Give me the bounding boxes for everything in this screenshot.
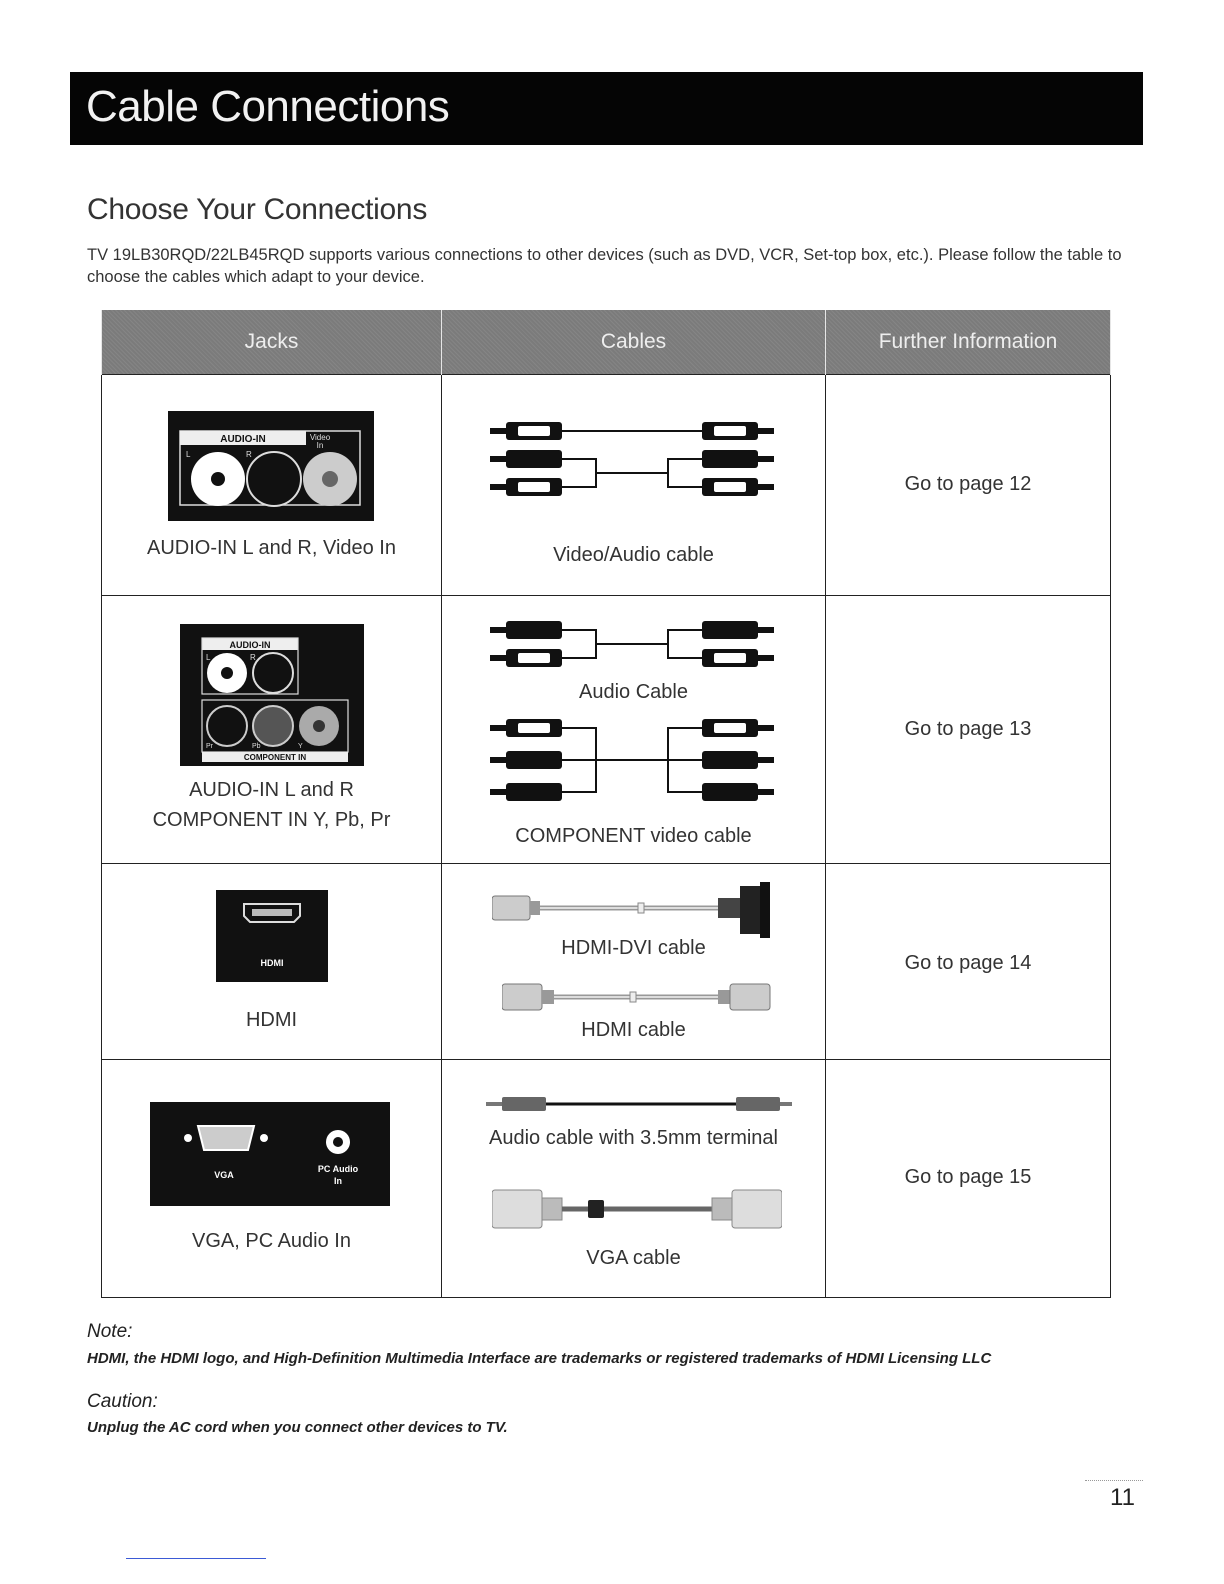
info-cell — [826, 864, 1111, 1060]
jack-cell — [102, 596, 442, 864]
audio-in-panel-label: AUDIO-IN — [220, 434, 266, 445]
table-row — [102, 596, 1111, 864]
svg-text:HDMI: HDMI — [260, 958, 284, 968]
audio-component-jack-panel — [180, 624, 364, 766]
vga-cable-label: VGA cable — [586, 1247, 681, 1269]
info-cell — [826, 375, 1111, 596]
svg-text:In: In — [316, 441, 324, 450]
page-number-rule — [1085, 1480, 1143, 1481]
section-title: Choose Your Connections — [87, 193, 428, 226]
svg-text:COMPONENT IN: COMPONENT IN — [243, 753, 307, 762]
jack-label: VGA, PC Audio In — [192, 1230, 351, 1252]
table-row — [102, 864, 1111, 1060]
svg-text:PC Audio: PC Audio — [317, 1164, 359, 1174]
vga-cable-image — [492, 1184, 782, 1234]
cable-cell — [442, 864, 826, 1060]
table-header-row — [102, 310, 1111, 375]
audio-cable-image — [486, 618, 786, 670]
intro-paragraph: TV 19LB30RQD/22LB45RQD supports various connections to other devices (such as DVD, VCR, Set-top box, etc.). Please follow the table to choose the cables which adapt to your device. — [87, 246, 1122, 286]
caution-text: Unplug the AC cord when you connect other devices to TV. — [87, 1419, 508, 1436]
caution-heading: Caution: — [87, 1391, 158, 1412]
go-to-page-link[interactable]: Go to page 15 — [904, 1166, 1032, 1188]
cable-label: Video/Audio cable — [553, 544, 714, 566]
video-audio-cable-image — [486, 417, 786, 517]
header-further-information: Further Information — [826, 310, 1111, 375]
audio-3-5mm-cable-label: Audio cable with 3.5mm terminal — [488, 1127, 778, 1149]
cable-cell — [442, 596, 826, 864]
table-row — [102, 375, 1111, 596]
svg-text:Y: Y — [298, 743, 303, 750]
audio-r-port-icon — [253, 653, 293, 693]
audio-video-jack-panel — [168, 411, 374, 521]
info-cell — [826, 1060, 1111, 1298]
component-cable-image — [486, 716, 786, 806]
jack-cell — [102, 375, 442, 596]
header-cables: Cables — [442, 310, 826, 375]
hdmi-cable-label: HDMI cable — [581, 1019, 686, 1041]
svg-text:VGA: VGA — [214, 1170, 234, 1180]
component-cable-label: COMPONENT video cable — [515, 825, 752, 847]
connections-table — [101, 310, 1111, 1298]
note-text: HDMI, the HDMI logo, and High-Definition Multimedia Interface are trademarks or registered trademarks of HDMI Licensing LLC — [87, 1350, 992, 1367]
hdmi-dvi-cable-label: HDMI-DVI cable — [561, 937, 706, 959]
jack-cell — [102, 1060, 442, 1298]
svg-text:Pr: Pr — [206, 743, 213, 750]
jack-label-component: COMPONENT IN Y, Pb, Pr — [152, 809, 391, 831]
page-title: Cable Connections — [86, 82, 450, 131]
hdmi-dvi-cable-image — [492, 882, 782, 942]
pb-port-icon — [253, 706, 293, 746]
svg-text:L: L — [206, 653, 211, 662]
svg-text:In: In — [334, 1176, 342, 1186]
header-jacks: Jacks — [102, 310, 442, 375]
audio-3-5mm-cable-image — [484, 1094, 794, 1114]
go-to-page-link[interactable]: Go to page 14 — [904, 952, 1032, 974]
audio-cable-label: Audio Cable — [579, 681, 688, 703]
svg-text:R: R — [246, 450, 252, 459]
audio-r-port-icon — [247, 452, 301, 506]
cable-cell — [442, 1060, 826, 1298]
jack-label-audio: AUDIO-IN L and R — [189, 779, 354, 801]
svg-text:L: L — [186, 450, 191, 459]
title-bar — [70, 72, 1143, 145]
page-number: 11 — [1110, 1484, 1135, 1511]
vga-port-icon — [198, 1126, 254, 1150]
pr-port-icon — [207, 706, 247, 746]
go-to-page-link[interactable]: Go to page 12 — [904, 473, 1032, 495]
cable-cell — [442, 375, 826, 596]
table-row — [102, 1060, 1111, 1298]
svg-text:AUDIO-IN: AUDIO-IN — [229, 640, 271, 650]
note-heading: Note: — [87, 1321, 133, 1342]
vga-pc-audio-jack-panel — [150, 1102, 390, 1206]
hdmi-cable-image — [502, 980, 772, 1014]
go-to-page-link[interactable]: Go to page 13 — [904, 718, 1032, 740]
info-cell — [826, 596, 1111, 864]
hdmi-jack-panel — [216, 890, 328, 982]
jack-cell — [102, 864, 442, 1060]
jack-label: AUDIO-IN L and R, Video In — [146, 537, 396, 559]
svg-text:Pb: Pb — [252, 743, 261, 750]
jack-label: HDMI — [245, 1009, 298, 1031]
svg-text:R: R — [250, 653, 256, 662]
bottom-divider — [126, 1558, 266, 1559]
svg-text:Video: Video — [309, 433, 331, 442]
